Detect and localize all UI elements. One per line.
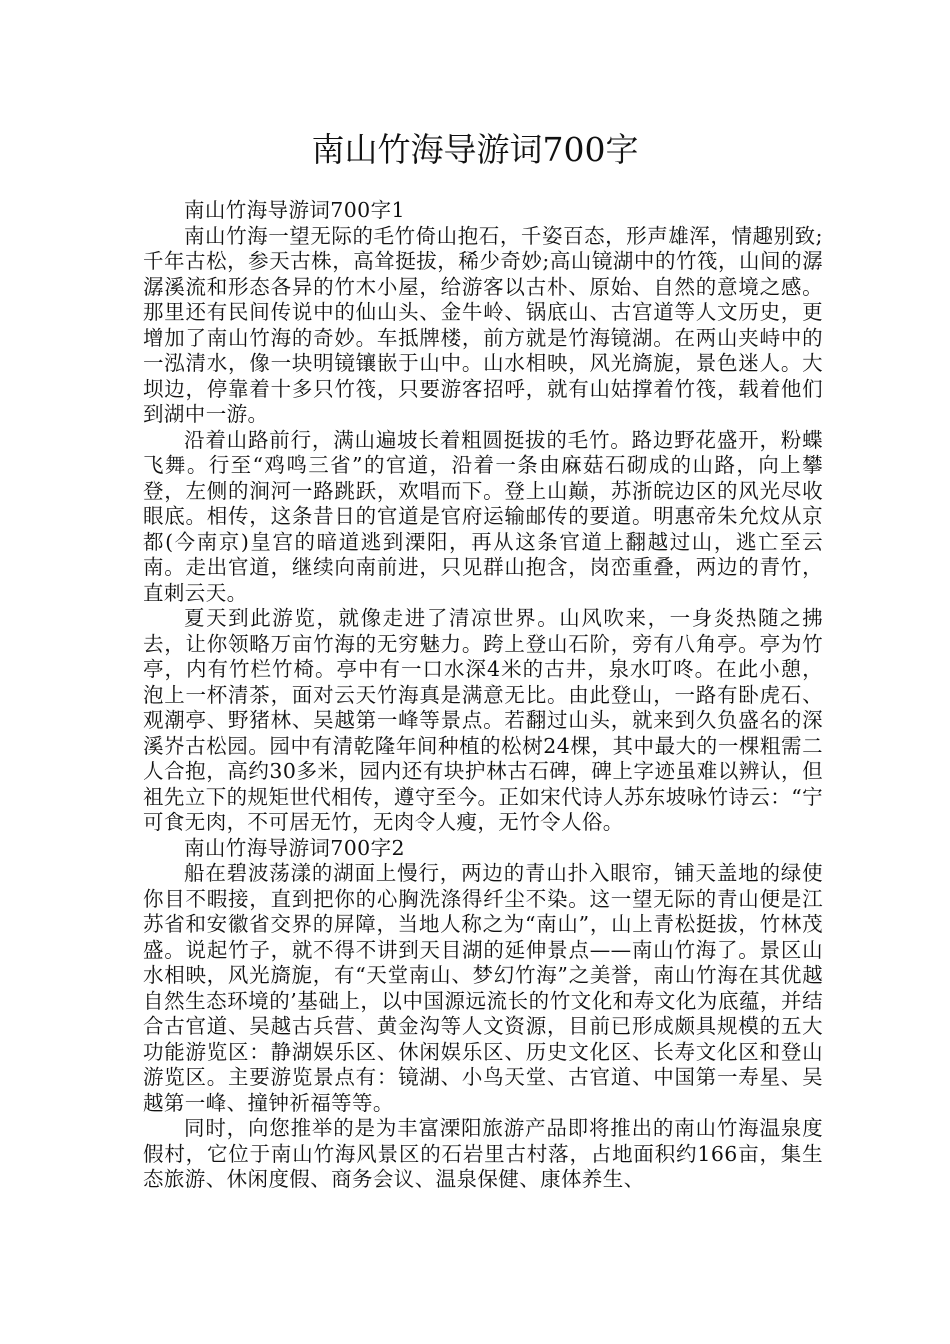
document-body: [143, 198, 823, 1193]
paragraph: 同时，向您推举的是为丰富溧阳旅游产品即将推出的南山竹海温泉度假村，它位于南山竹海风景区的石岩里古村落，占地面积约166亩，集生态旅游、休闲度假、商务会议、温泉保健、康体养生、: [143, 1116, 823, 1191]
paragraph: 船在碧波荡漾的湖面上慢行，两边的青山扑入眼帘，铺天盖地的绿使你目不暇接，直到把你的心胸洗涤得纤尘不染。这一望无际的青山便是江苏省和安徽省交界的屏障，当地人称之为“南山”，山上青松挺拔，竹林茂盛。说起竹子，就不得不讲到天目湖的延伸景点——南山竹海了。景区山水相映，风光旖旎，有“天堂南山、梦幻竹海”之美誉，南山竹海在其优越自然生态环境的’基础上，以中国源远流长的竹文化和寿文化为底蕴，并结合古官道、吴越古兵营、黄金沟等人文资源，目前已形成颇具规模的五大功能游览区：静湖娱乐区、休闲娱乐区、历史文化区、长寿文化区和登山游览区。主要游览景点有：镜湖、小鸟天堂、古官道、中国第一寿星、吴越第一峰、撞钟祈福等等。: [143, 861, 823, 1115]
section-heading-2: 南山竹海导游词700字2: [184, 835, 405, 860]
section-heading-1: 南山竹海导游词700字1: [184, 198, 405, 222]
paragraph: 南山竹海一望无际的毛竹倚山抱石，千姿百态，形声雄浑，情趣别致;千年古松，参天古株，高耸挺拔，稀少奇妙;高山镜湖中的竹筏，山间的潺潺溪流和形态各异的竹木小屋，给游客以古朴、原始、自然的意境之感。那里还有民间传说中的仙山头、金牛岭、锅底山、古宫道等人文历史，更增加了南山竹海的奇妙。车抵牌楼，前方就是竹海镜湖。在两山夹峙中的一泓清水，像一块明镜镶嵌于山中。山水相映，风光旖旎，景色迷人。大坝边，停靠着十多只竹筏，只要游客招呼，就有山姑撑着竹筏，载着他们到湖中一游。: [143, 223, 823, 426]
paragraph: 沿着山路前行，满山遍坡长着粗圆挺拔的毛竹。路边野花盛开，粉蝶飞舞。行至“鸡鸣三省”的官道，沿着一条由麻菇石砌成的山路，向上攀登，左侧的涧河一路跳跃，欢唱而下。登上山巅，苏浙皖边区的风光尽收眼底。相传，这条昔日的官道是官府运输邮传的要道。明惠帝朱允炆从京都(今南京)皇宫的暗道逃到溧阳，再从这条官道上翻越过山，逃亡至云南。走出官道，继续向南前进，只见群山抱含，岗峦重叠，两边的青竹，直刺云天。: [143, 427, 823, 605]
document-title: 南山竹海导游词700字: [311, 130, 639, 169]
paragraph: 夏天到此游览，就像走进了清凉世界。山风吹来，一身炎热随之拂去，让你领略万亩竹海的无穷魅力。跨上登山石阶，旁有八角亭。亭为竹亭，内有竹栏竹椅。亭中有一口水深4米的古井，泉水叮咚。在此小憩，泡上一杯清茶，面对云天竹海真是满意无比。由此登山，一路有卧虎石、观潮亭、野猪林、吴越第一峰等景点。若翻过山头，就来到久负盛名的深溪岕古松园。园中有清乾隆年间种植的松树24棵，其中最大的一棵粗需二人合抱，高约30多米，园内还有块护林古石碑，碑上字迹虽难以辨认，但祖先立下的规矩世代相传，遵守至今。正如宋代诗人苏东坡咏竹诗云：“宁可食无肉，不可居无竹，无肉令人瘦，无竹令人俗。: [143, 606, 823, 834]
